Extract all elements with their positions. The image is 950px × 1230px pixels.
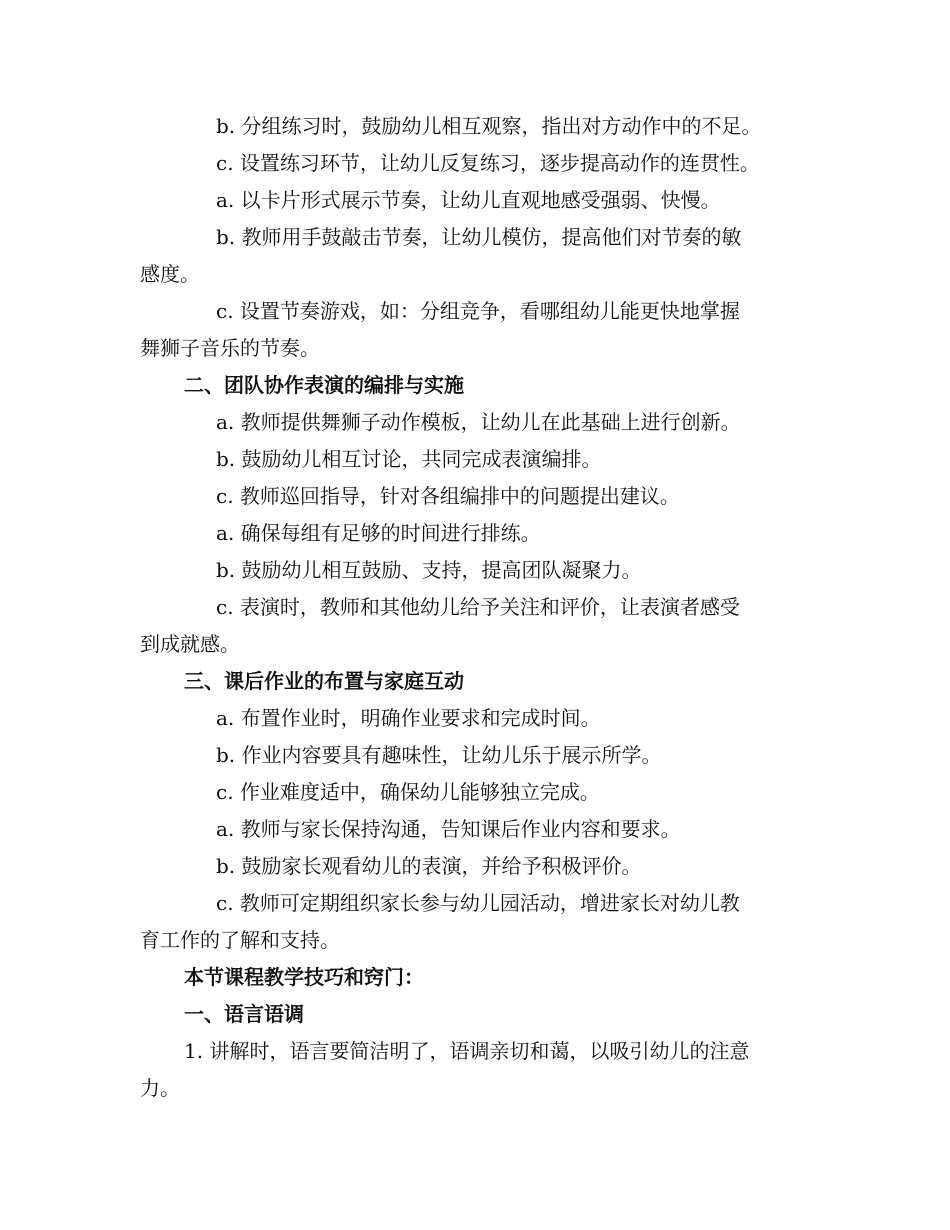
- list-item: b. 鼓励家长观看幼儿的表演，并给予积极评价。: [216, 854, 642, 878]
- section-heading: 本节课程教学技巧和窍门：: [184, 965, 424, 989]
- list-item: c. 教师可定期组织家长参与幼儿园活动，增进家长对幼儿教: [216, 891, 740, 915]
- section-heading: 三、课后作业的布置与家庭互动: [184, 669, 464, 693]
- list-item: a. 教师与家长保持沟通，告知课后作业内容和要求。: [216, 817, 681, 841]
- list-item: c. 教师巡回指导，针对各组编排中的问题提出建议。: [216, 484, 680, 508]
- list-item: b. 分组练习时，鼓励幼儿相互观察，指出对方动作中的不足。: [216, 114, 762, 138]
- list-item: a. 确保每组有足够的时间进行排练。: [216, 521, 541, 545]
- list-item: c. 设置练习环节，让幼儿反复练习，逐步提高动作的连贯性。: [216, 151, 760, 175]
- list-item-continuation: 到成就感。: [140, 632, 240, 656]
- section-heading: 二、团队协作表演的编排与实施: [184, 373, 464, 397]
- list-item: c. 表演时，教师和其他幼儿给予关注和评价，让表演者感受: [216, 595, 740, 619]
- list-item: a. 布置作业时，明确作业要求和完成时间。: [216, 706, 601, 730]
- list-item: c. 作业难度适中，确保幼儿能够独立完成。: [216, 780, 600, 804]
- list-item: c. 设置节奏游戏，如：分组竞争，看哪组幼儿能更快地掌握: [216, 299, 740, 323]
- section-heading: 一、语言语调: [184, 1002, 304, 1026]
- list-item-continuation: 力。: [140, 1076, 180, 1100]
- list-item: b. 鼓励幼儿相互鼓励、支持，提高团队凝聚力。: [216, 558, 642, 582]
- list-item: 1. 讲解时，语言要简洁明了，语调亲切和蔼，以吸引幼儿的注意: [184, 1039, 750, 1063]
- list-item: b. 教师用手鼓敲击节奏，让幼儿模仿，提高他们对节奏的敏: [216, 225, 742, 249]
- list-item-continuation: 感度。: [140, 262, 200, 286]
- list-item: b. 鼓励幼儿相互讨论，共同完成表演编排。: [216, 447, 602, 471]
- list-item: b. 作业内容要具有趣味性，让幼儿乐于展示所学。: [216, 743, 662, 767]
- list-item-continuation: 舞狮子音乐的节奏。: [140, 336, 320, 360]
- list-item-continuation: 育工作的了解和支持。: [140, 928, 340, 952]
- list-item: a. 教师提供舞狮子动作模板，让幼儿在此基础上进行创新。: [216, 410, 741, 434]
- list-item: a. 以卡片形式展示节奏，让幼儿直观地感受强弱、快慢。: [216, 188, 721, 212]
